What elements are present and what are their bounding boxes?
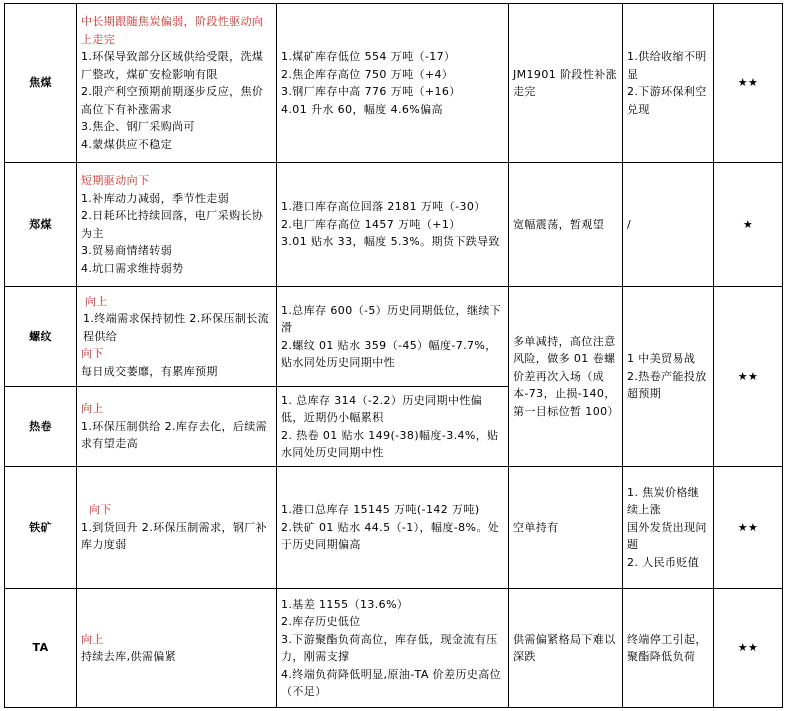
indicator-item: 1.总库存 600（-5）历史同期低位，继续下滑 xyxy=(281,303,502,334)
table-row-rebar xyxy=(5,287,783,387)
table-row-thermal-coal xyxy=(5,163,783,287)
indicator-item: 2.铁矿 01 贴水 44.5（-1），幅度-8%。处于历史同期偏高 xyxy=(281,520,500,552)
driver-cell xyxy=(77,4,277,163)
strategy-cell: 供需偏紧格局下难以深跌 xyxy=(509,589,623,708)
risk-cell xyxy=(623,467,714,589)
driver-item: 1.到货回升 2.环保压制需求，钢厂补库力度弱 xyxy=(81,520,268,552)
category-cell: 铁矿 xyxy=(5,467,77,589)
indicator-item: 1.煤矿库存低位 554 万吨（-17） xyxy=(281,50,456,63)
up-label: 向上 xyxy=(81,632,104,646)
table-row-pta xyxy=(5,589,783,708)
driver-item: 1.补库动力减弱，季节性走弱 xyxy=(81,191,230,205)
rating-stars: ★★ xyxy=(714,4,783,163)
indicator-item: 1. 总库存 314（-2.2）历史同期中性偏低，近期仍小幅累积 xyxy=(281,393,483,424)
indicator-cell xyxy=(277,467,509,589)
driver-item: 4.坑口需求维持弱势 xyxy=(81,261,184,275)
rating-stars: ★ xyxy=(714,163,783,287)
indicator-item: 1.港口总库存 15145 万吨(-142 万吨) xyxy=(281,503,480,517)
driver-cell xyxy=(77,589,277,708)
risk-item: 2. 人民币贬值 xyxy=(627,555,700,569)
driver-item: 持续去库,供需偏紧 xyxy=(81,650,177,663)
rating-stars: ★★ xyxy=(714,287,783,467)
indicator-item: 4.终端负荷降低明显,原油-TA 价差历史高位（不足） xyxy=(281,667,502,698)
up-label: 向上 xyxy=(81,402,104,416)
indicator-item: 2.电厂库存高位 1457 万吨（+1） xyxy=(281,217,461,231)
indicator-item: 2.库存历史低位 xyxy=(281,615,361,628)
risk-item: 2.下游环保利空兑现 xyxy=(627,85,707,116)
table-row-coking-coal xyxy=(5,4,783,163)
risk-cell xyxy=(623,163,714,287)
driver-cell xyxy=(77,163,277,287)
risk-item: / xyxy=(627,217,632,231)
risk-item: 终端停工引起，聚酯降低负荷 xyxy=(627,632,707,663)
indicator-item: 3.下游聚酯负荷高位，库存低，现金流有压力，刚需支撑 xyxy=(281,632,498,663)
indicator-cell xyxy=(277,163,509,287)
strategy-cell: 空单持有 xyxy=(509,467,623,589)
indicator-item: 2.螺纹 01 贴水 359（-45）幅度-7.7%，贴水同处历史同期中性 xyxy=(281,338,497,369)
driver-item: 3.焦企、钢厂采购尚可 xyxy=(81,120,195,133)
driver-cell xyxy=(77,287,277,387)
risk-cell xyxy=(623,589,714,708)
indicator-item: 4.01 升水 60，幅度 4.6%偏高 xyxy=(281,102,443,116)
indicator-item: 2. 热卷 01 贴水 149(-38)幅度-3.4%，贴水同处历史同期中性 xyxy=(281,428,499,459)
strategy-cell: JM1901 阶段性补涨走完 xyxy=(509,4,623,163)
commodity-table xyxy=(4,3,783,708)
down-label: 向下 xyxy=(81,347,104,361)
driver-cell xyxy=(77,467,277,589)
driver-item: 每日成交萎靡，有累库预期 xyxy=(81,364,218,378)
driver-item: 1.环保导致部分区域供给受限，洗煤厂整改，煤矿安检影响有限 xyxy=(81,50,264,81)
strategy-cell: 宽幅震荡，暂观望 xyxy=(509,163,623,287)
indicator-item: 3.钢厂库存中高 776 万吨（+16） xyxy=(281,85,461,98)
category-cell: 热卷 xyxy=(5,387,77,467)
risk-item: 1 中美贸易战 xyxy=(627,352,696,366)
indicator-item: 1.港口库存高位回落 2181 万吨（-30） xyxy=(281,200,486,214)
indicator-cell xyxy=(277,4,509,163)
driver-item: 1.终端需求保持韧性 2.环保压制长流程供给 xyxy=(83,312,270,343)
driver-item: 1.环保压制供给 2.库存去化，后续需求有望走高 xyxy=(81,419,268,451)
indicator-item: 2.焦企库存高位 750 万吨（+4） xyxy=(281,67,454,81)
indicator-item: 1.基差 1155（13.6%） xyxy=(281,597,409,611)
indicator-cell xyxy=(277,387,509,467)
category-cell: TA xyxy=(5,589,77,708)
driver-item: 2.日耗环比持续回落，电厂采购长协为主 xyxy=(81,209,264,240)
strategy-cell: 多单减持，高位注意风险，做多 01 卷螺价差再次入场（成本-73，止损-140，第一目标位暂 100） xyxy=(509,287,623,467)
driver-item: 4.蒙煤供应不稳定 xyxy=(81,137,173,151)
driver-item: 3.贸易商情绪转弱 xyxy=(81,244,173,257)
driver-cell xyxy=(77,387,277,467)
indicator-item: 3.01 贴水 33，幅度 5.3%。期货下跌导致 xyxy=(281,235,500,249)
driver-item: 2.限产利空预期前期逐步反应，焦价高位下有补涨需求 xyxy=(81,85,264,116)
category-cell: 螺纹 xyxy=(5,287,77,387)
indicator-cell xyxy=(277,589,509,708)
risk-item: 1.供给收缩不明显 xyxy=(627,50,707,81)
indicator-cell xyxy=(277,287,509,387)
rating-stars: ★★ xyxy=(714,589,783,708)
risk-cell xyxy=(623,287,714,467)
risk-item: 1. 焦炭价格继续上涨 xyxy=(627,485,700,517)
category-cell: 焦煤 xyxy=(5,4,77,163)
rating-stars: ★★ xyxy=(714,467,783,589)
risk-cell xyxy=(623,4,714,163)
risk-item: 国外发货出现问题 xyxy=(627,520,707,552)
driver-heading: 短期驱动向下 xyxy=(81,174,150,187)
category-cell: 郑煤 xyxy=(5,163,77,287)
driver-heading: 中长期跟随焦炭偏弱，阶段性驱动向上走完 xyxy=(81,15,264,46)
risk-item: 2.热卷产能投放超预期 xyxy=(627,369,707,401)
down-label: 向下 xyxy=(89,503,112,517)
up-label: 向上 xyxy=(85,294,108,308)
table-row-iron-ore xyxy=(5,467,783,589)
